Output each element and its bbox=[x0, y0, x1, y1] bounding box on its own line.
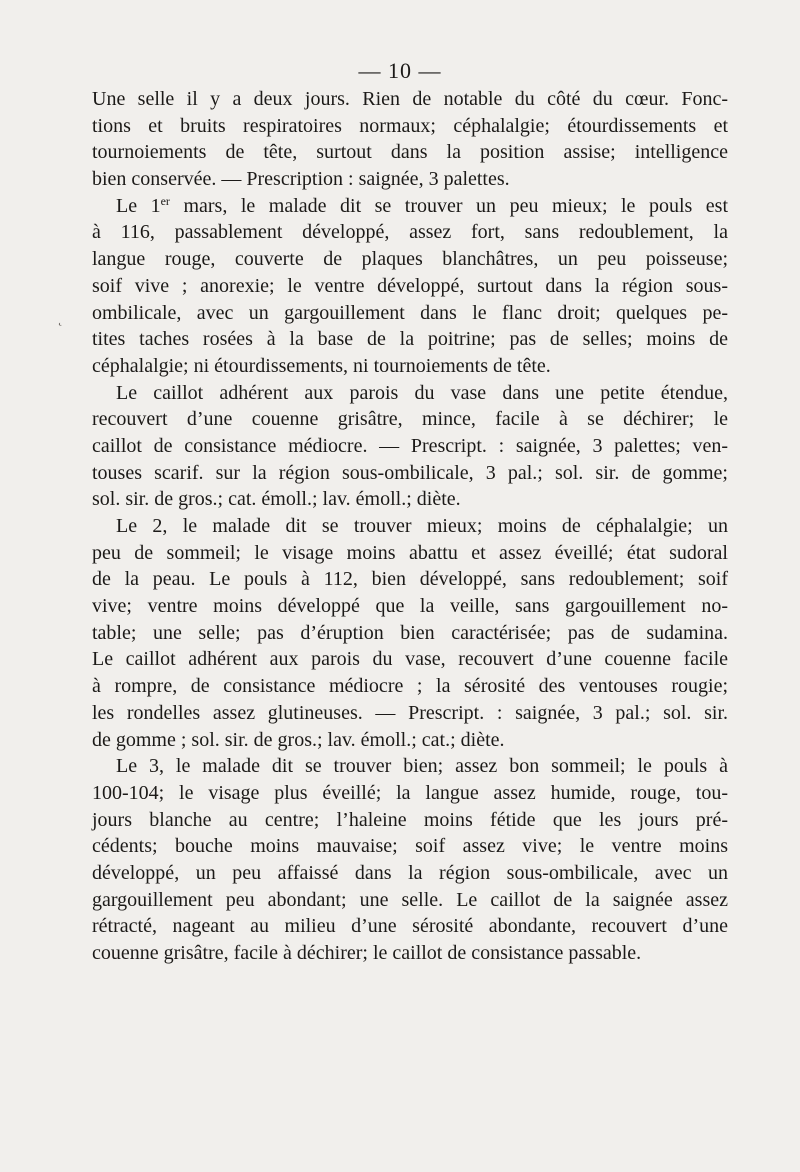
text-line-content: Le caillot adhérent aux parois du vase dans une petite étendue, bbox=[116, 381, 728, 404]
text-line-content: langue rouge, couverte de plaques blanchâtres, un peu poisseuse; bbox=[92, 248, 728, 271]
text-line bbox=[92, 326, 728, 353]
text-line bbox=[92, 860, 728, 887]
text-line bbox=[92, 753, 728, 780]
text-line bbox=[92, 300, 728, 327]
page-number: — 10 — bbox=[358, 58, 442, 83]
text-line-content: ombilicale, avec un gargouillement dans le flanc droit; quelques pe- bbox=[92, 301, 728, 324]
text-line-content: vive; ventre moins développé que la veille, sans gargouillement no- bbox=[92, 595, 728, 618]
text-line bbox=[92, 433, 728, 460]
text-line-content: soif vive ; anorexie; le ventre développé, surtout dans la région sous- bbox=[92, 274, 728, 297]
text-line-content: de gomme ; sol. sir. de gros.; lav. émoll.; cat.; diète. bbox=[92, 728, 505, 751]
text-line bbox=[92, 193, 728, 220]
text-line bbox=[92, 940, 728, 967]
text-line bbox=[92, 727, 728, 754]
text-line-content: recouvert d’une couenne grisâtre, mince, facile à se déchirer; le bbox=[92, 408, 728, 431]
text-line bbox=[92, 166, 728, 193]
text-line-content: mars, le malade dit se trouver un peu mieux; le pouls est bbox=[169, 194, 729, 217]
text-line-content: rétracté, nageant au milieu d’une sérosité abondante, recouvert d’une bbox=[92, 915, 728, 938]
text-line bbox=[92, 513, 728, 540]
text-line-content: couenne grisâtre, facile à déchirer; le caillot de consistance passable. bbox=[92, 942, 642, 964]
text-line bbox=[92, 460, 728, 487]
text-line-content: peu de sommeil; le visage moins abattu et assez éveillé; état sudoral bbox=[92, 541, 728, 564]
text-line-content: bien conservée. — Prescription : saignée, 3 palettes. bbox=[92, 168, 510, 191]
text-line-content: jours blanche au centre; l’haleine moins fétide que les jours pré- bbox=[92, 808, 728, 831]
text-line bbox=[92, 380, 728, 407]
text-line-content: tions et bruits respiratoires normaux; céphalalgie; étourdissements et bbox=[92, 114, 728, 137]
text-line-content: table; une selle; pas d’éruption bien caractérisée; pas de sudamina. bbox=[92, 621, 728, 644]
text-line bbox=[92, 219, 728, 246]
body-text bbox=[92, 86, 728, 967]
text-line-content: tites taches rosées à la base de la poitrine; pas de selles; moins de bbox=[92, 328, 728, 351]
text-line-content: à rompre, de consistance médiocre ; la sérosité des ventouses rougie; bbox=[92, 675, 728, 698]
text-line bbox=[92, 139, 728, 166]
text-line bbox=[92, 780, 728, 807]
text-line-content: touses scarif. sur la région sous-ombilicale, 3 pal.; sol. sir. de gomme; bbox=[92, 461, 728, 484]
text-line-content: caillot de consistance médiocre. — Prescript. : saignée, 3 palettes; ven- bbox=[92, 434, 728, 457]
text-line bbox=[92, 913, 728, 940]
text-line-content: à 116, passablement développé, assez fort, sans redoublement, la bbox=[92, 221, 728, 244]
text-line bbox=[92, 406, 728, 433]
text-line bbox=[92, 486, 728, 513]
text-line bbox=[92, 700, 728, 727]
text-line-content: céphalalgie; ni étourdissements, ni tournoiements de tête. bbox=[92, 354, 551, 377]
text-line-content: Le 2, le malade dit se trouver mieux; moins de céphalalgie; un bbox=[116, 515, 728, 537]
text-line-content: sol. sir. de gros.; cat. émoll.; lav. émoll.; diète. bbox=[92, 488, 461, 511]
text-line-content: développé, un peu affaissé dans la région sous-ombilicale, avec un bbox=[92, 861, 728, 884]
margin-mark: ˛ bbox=[58, 312, 63, 327]
text-line-prefix: Le 1 bbox=[116, 194, 161, 217]
text-line-content: tournoiements de tête, surtout dans la position assise; intelligence bbox=[92, 141, 728, 164]
text-line bbox=[92, 646, 728, 673]
text-line-content: Le caillot adhérent aux parois du vase, recouvert d’une couenne facile bbox=[92, 648, 728, 671]
text-line bbox=[92, 620, 728, 647]
text-line bbox=[92, 673, 728, 700]
text-line-content: gargouillement peu abondant; une selle. Le caillot de la saignée assez bbox=[92, 888, 728, 911]
text-line-content: 100-104; le visage plus éveillé; la langue assez humide, rouge, tou- bbox=[92, 781, 728, 804]
text-line bbox=[92, 273, 728, 300]
text-line bbox=[92, 86, 728, 113]
text-line bbox=[92, 113, 728, 140]
text-line bbox=[92, 246, 728, 273]
text-line-content: cédents; bouche moins mauvaise; soif assez vive; le ventre moins bbox=[92, 835, 728, 858]
text-line bbox=[92, 566, 728, 593]
text-line-content: Le 3, le malade dit se trouver bien; assez bon sommeil; le pouls à bbox=[116, 755, 728, 778]
superscript: er bbox=[160, 193, 170, 208]
text-line bbox=[92, 833, 728, 860]
text-line bbox=[92, 807, 728, 834]
text-line bbox=[92, 540, 728, 567]
text-line bbox=[92, 353, 728, 380]
text-line-content: les rondelles assez glutineuses. — Prescript. : saignée, 3 pal.; sol. sir. bbox=[92, 701, 728, 724]
text-line-content: de la peau. Le pouls à 112, bien développé, sans redoublement; soif bbox=[92, 568, 728, 591]
text-line-content: Une selle il y a deux jours. Rien de notable du côté du cœur. Fonc- bbox=[92, 88, 728, 110]
text-line bbox=[92, 887, 728, 914]
text-line bbox=[92, 593, 728, 620]
